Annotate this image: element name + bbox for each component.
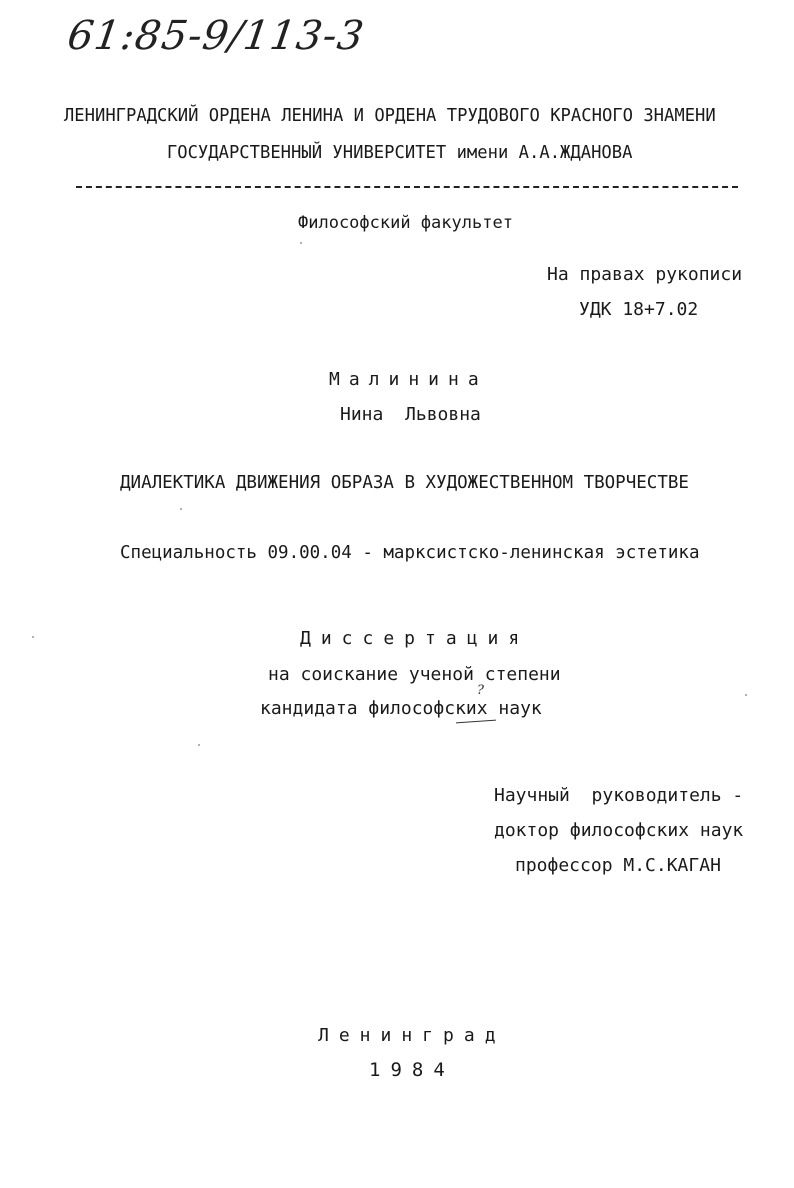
scan-speck bbox=[745, 694, 747, 696]
archive-code-handwritten: 61:85-9/113-3 bbox=[64, 13, 368, 59]
university-name-line-1: ЛЕНИНГРАДСКИЙ ОРДЕНА ЛЕНИНА И ОРДЕНА ТРУДОВОГО КРАСНОГО ЗНАМЕНИ bbox=[63, 106, 716, 126]
scan-speck bbox=[198, 744, 200, 746]
author-surname: Малинина bbox=[329, 369, 488, 390]
advisor-role: Научный руководитель - bbox=[494, 785, 744, 806]
question-mark-annotation: ? bbox=[477, 683, 484, 698]
author-given-names: Нина Львовна bbox=[340, 404, 481, 425]
dashed-divider bbox=[76, 186, 738, 188]
advisor-name: профессор М.С.КАГАН bbox=[515, 855, 721, 876]
degree-line: на соискание ученой степени bbox=[268, 664, 561, 685]
year: 1984 bbox=[369, 1059, 455, 1081]
udc-code: УДК 18+7.02 bbox=[579, 299, 699, 320]
dissertation-label: Диссертация bbox=[300, 628, 530, 649]
manuscript-rights: На правах рукописи bbox=[547, 264, 743, 285]
scan-speck bbox=[300, 242, 302, 244]
degree-field: кандидата философских наук bbox=[260, 698, 542, 719]
university-name-line-2: ГОСУДАРСТВЕННЫЙ УНИВЕРСИТЕТ имени А.А.ЖДАНОВА bbox=[166, 143, 633, 163]
city: Ленинград bbox=[318, 1025, 506, 1046]
pen-underline-mark bbox=[456, 720, 496, 724]
dissertation-title: ДИАЛЕКТИКА ДВИЖЕНИЯ ОБРАЗА В ХУДОЖЕСТВЕННОМ ТВОРЧЕСТВЕ bbox=[120, 473, 689, 493]
faculty-name: Философский факультет bbox=[298, 213, 513, 233]
advisor-degree: доктор философских наук bbox=[494, 820, 744, 841]
scan-speck bbox=[32, 636, 34, 638]
scan-speck bbox=[180, 508, 182, 510]
specialty: Специальность 09.00.04 - марксистско-ленинская эстетика bbox=[120, 543, 700, 563]
